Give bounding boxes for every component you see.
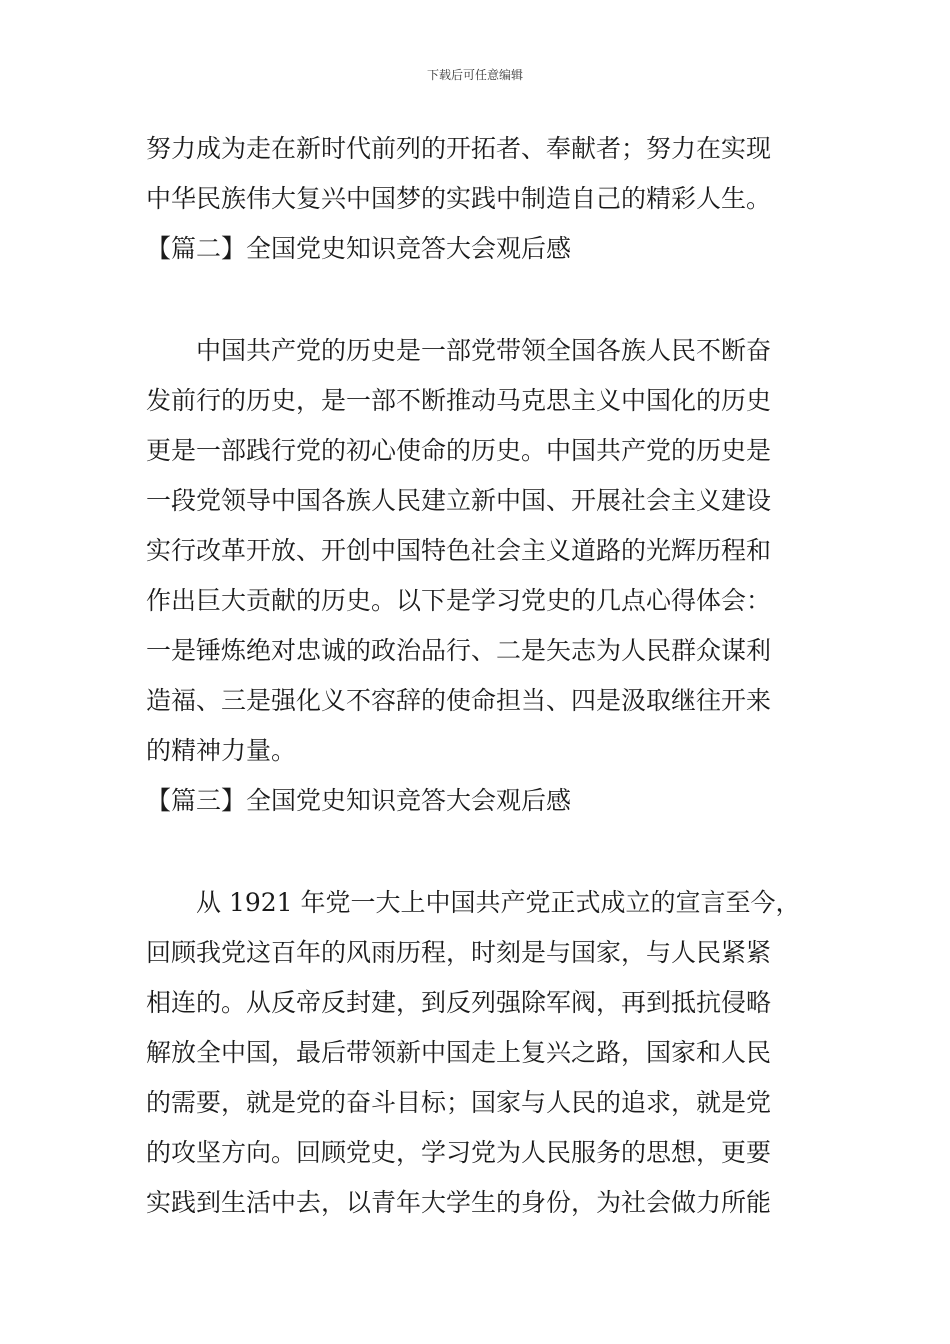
- paragraph-line: 解放全中国，最后带领新中国走上复兴之路，国家和人民: [146, 1038, 772, 1067]
- paragraph-line: 实行改革开放、开创中国特色社会主义道路的光辉历程和: [146, 536, 772, 565]
- paragraph-line: 发前行的历史，是一部不断推动马克思主义中国化的历史: [146, 386, 772, 415]
- blank-line: [146, 274, 808, 326]
- paragraph-line: 回顾我党这百年的风雨历程，时刻是与国家，与人民紧紧: [146, 938, 772, 967]
- section-heading: 【篇三】全国党史知识竞答大会观后感: [146, 786, 572, 815]
- paragraph-line: 实践到生活中去，以青年大学生的身份，为社会做力所能: [146, 1188, 772, 1217]
- paragraph-line: 的需要，就是党的奋斗目标；国家与人民的追求，就是党: [146, 1088, 772, 1117]
- paragraph-line: 一是锤炼绝对忠诚的政治品行、二是矢志为人民群众谋利: [146, 636, 772, 665]
- paragraph-line: 的精神力量。: [146, 736, 297, 765]
- document-body: [146, 124, 808, 1228]
- section-heading: 【篇二】全国党史知识竞答大会观后感: [146, 234, 572, 263]
- paragraph-line: 造福、三是强化义不容辞的使命担当、四是汲取继往开来: [146, 686, 772, 715]
- paragraph-line: 更是一部践行党的初心使命的历史。中国共产党的历史是: [146, 436, 772, 465]
- paragraph-line: 一段党领导中国各族人民建立新中国、开展社会主义建设: [146, 486, 772, 515]
- paragraph-line: 的攻坚方向。回顾党史，学习党为人民服务的思想，更要: [146, 1138, 772, 1167]
- blank-line: [146, 826, 808, 878]
- paragraph-line: 中华民族伟大复兴中国梦的实践中制造自己的精彩人生。: [146, 184, 772, 213]
- paragraph-line: 中国共产党的历史是一部党带领全国各族人民不断奋: [196, 336, 772, 365]
- paragraph-line: 从 1921 年党一大上中国共产党正式成立的宣言至今，: [196, 888, 801, 917]
- paragraph-line: 努力成为走在新时代前列的开拓者、奉献者；努力在实现: [146, 134, 772, 163]
- page-header: 下载后可任意编辑: [426, 68, 523, 82]
- paragraph-line: 作出巨大贡献的历史。以下是学习党史的几点心得体会：: [146, 586, 772, 615]
- paragraph-line: 相连的。从反帝反封建，到反列强除军阀，再到抵抗侵略: [146, 988, 772, 1017]
